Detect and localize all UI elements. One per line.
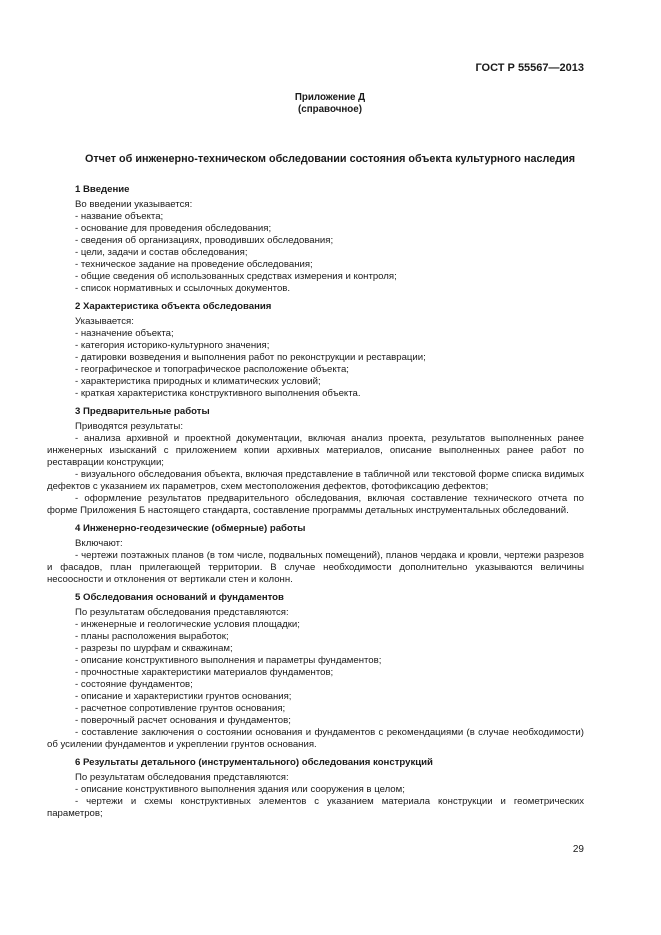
section-title: 2 Характеристика объекта обследования xyxy=(75,301,272,312)
paragraph: - чертежи и схемы конструктивных элементов с указанием материала конструкции и геометрических параметров; xyxy=(47,796,584,819)
list-item: - инженерные и геологические условия площадки; xyxy=(75,619,300,630)
list-item: - планы расположения выработок; xyxy=(75,631,229,642)
list-item: - основание для проведения обследования; xyxy=(75,223,272,234)
list-item: Во введении указывается: xyxy=(75,199,193,210)
appendix-note: (справочное) xyxy=(298,104,362,115)
list-item: - состояние фундаментов; xyxy=(75,679,193,690)
list-item: - сведения об организациях, проводивших обследования; xyxy=(75,235,334,246)
list-item: Приводятся результаты: xyxy=(75,421,183,432)
list-item: - прочностные характеристики материалов фундаментов; xyxy=(75,667,334,678)
list-item: - общие сведения об использованных средствах измерения и контроля; xyxy=(75,271,397,282)
document-title: Отчет об инженерно-техническом обследовании состояния объекта культурного наследия xyxy=(84,153,576,165)
list-item: - описание конструктивного выполнения и параметры фундаментов; xyxy=(75,655,382,666)
list-item: - характеристика природных и климатических условий; xyxy=(75,376,321,387)
paragraph: - оформление результатов предварительного обследования, включая составление технического отчета по форме Приложения Б настоящего стандарта, составление программы детальных инструментальных обследований. xyxy=(47,493,584,516)
page-number: 29 xyxy=(572,844,584,855)
list-item: - краткая характеристика конструктивного выполнения объекта. xyxy=(75,388,361,399)
list-item: - категория историко-культурного значения; xyxy=(75,340,270,351)
list-item: - цели, задачи и состав обследования; xyxy=(75,247,248,258)
section-title: 4 Инженерно-геодезические (обмерные) работы xyxy=(75,523,306,534)
list-item: - расчетное сопротивление грунтов основания; xyxy=(75,703,286,714)
list-item: - датировки возведения и выполнения работ по реконструкции и реставрации; xyxy=(75,352,426,363)
list-item: Включают: xyxy=(75,538,123,549)
list-item: - назначение объекта; xyxy=(75,328,174,339)
appendix-label: Приложение Д xyxy=(294,92,366,103)
list-item: - описание и характеристики грунтов основания; xyxy=(75,691,292,702)
list-item: По результатам обследования представляются: xyxy=(75,607,289,618)
list-item: - список нормативных и ссылочных документов. xyxy=(75,283,291,294)
list-item: - описание конструктивного выполнения здания или сооружения в целом; xyxy=(75,784,405,795)
section-title: 5 Обследования оснований и фундаментов xyxy=(75,592,284,603)
list-item: - техническое задание на проведение обследования; xyxy=(75,259,313,270)
list-item: - географическое и топографическое расположение объекта; xyxy=(75,364,349,375)
list-item: - поверочный расчет основания и фундаментов; xyxy=(75,715,291,726)
section-title: 3 Предварительные работы xyxy=(75,406,210,417)
list-item: По результатам обследования представляются: xyxy=(75,772,289,783)
paragraph: - составление заключения о состоянии основания и фундаментов с рекомендациями (в случае необходимости) об усилении фундаментов и укреплении грунтов основания. xyxy=(47,727,584,750)
list-item: Указывается: xyxy=(75,316,134,327)
paragraph: - анализа архивной и проектной документации, включая анализ проекта, результатов выполненных ранее инженерных изысканий с приложением копии архивных материалов, описание выполненных ранее работ по реставрации конструкции; xyxy=(47,433,584,468)
section-title: 1 Введение xyxy=(75,184,130,195)
document-body xyxy=(47,184,584,820)
list-item: - разрезы по шурфам и скважинам; xyxy=(75,643,233,654)
list-item: - название объекта; xyxy=(75,211,164,222)
standard-number: ГОСТ Р 55567—2013 xyxy=(475,62,584,74)
paragraph: - визуального обследования объекта, включая представление в табличной или текстовой форме списка видимых дефектов с указанием их параметров, схем местоположения дефектов, фотофиксацию дефектов; xyxy=(47,469,584,492)
appendix-heading xyxy=(240,92,420,116)
paragraph: - чертежи поэтажных планов (в том числе, подвальных помещений), планов чердака и кровли, чертежи разрезов и фасадов, план прилегающей территории. В случае необходимости дополнительно указываются величины несоосности и отклонения от вертикали стен и колонн. xyxy=(47,550,584,585)
section-title: 6 Результаты детального (инструментального) обследования конструкций xyxy=(75,757,433,768)
